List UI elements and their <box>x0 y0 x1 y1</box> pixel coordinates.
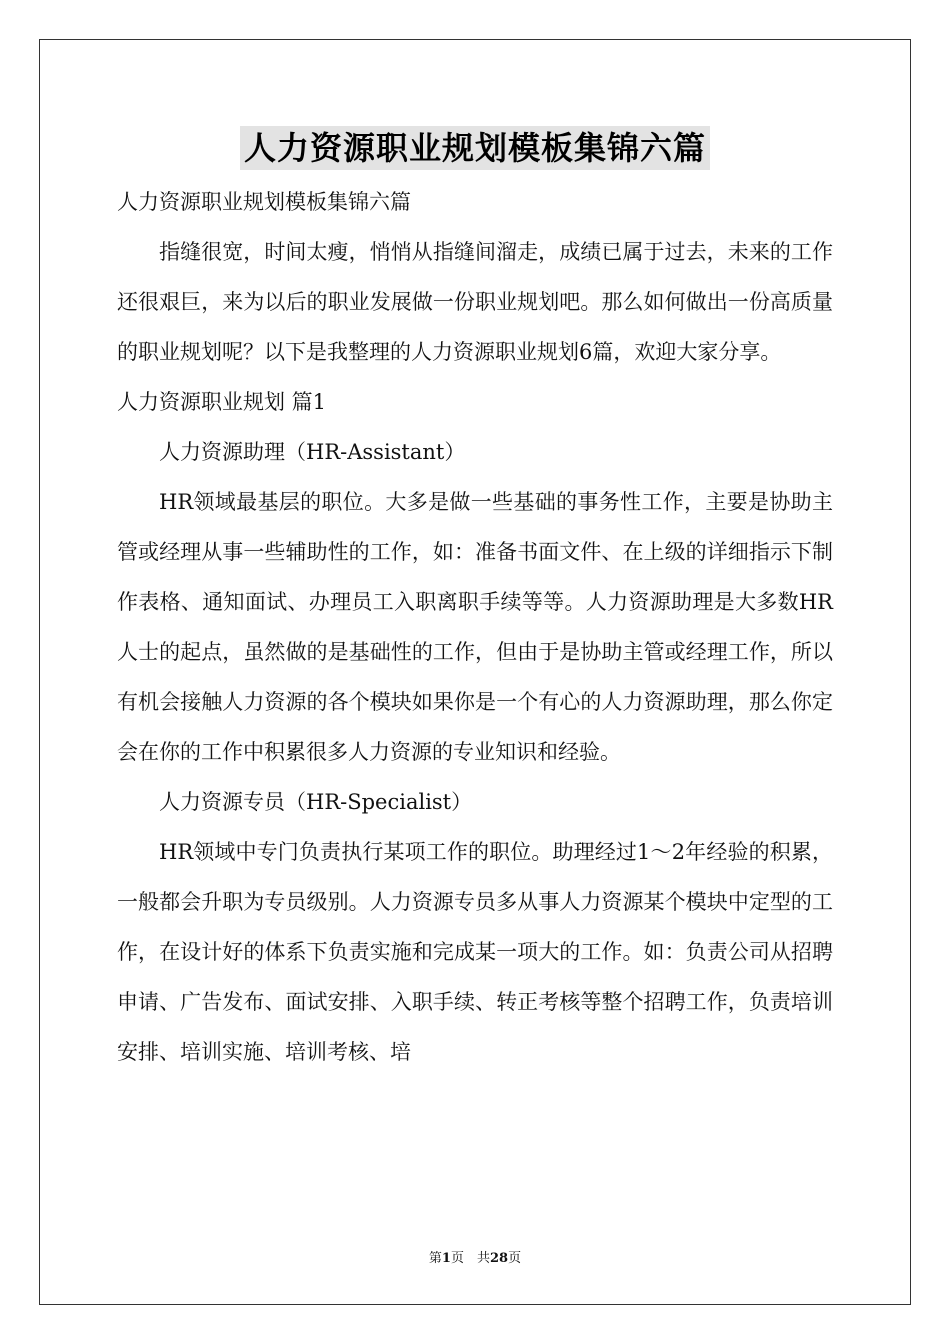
footer-mid: 页 共 <box>450 1251 490 1266</box>
paragraph-hr-assistant: HR领域最基层的职位。大多是做一些基础的事务性工作，主要是协助主管或经理从事一些辅助性的工作，如：准备书面文件、在上级的详细指示下制作表格、通知面试、办理员工入职离职手续等等。人力资源助理是大多数HR人士的起点，虽然做的是基础性的工作，但由于是协助主管或经理工作，所以有机会接触人力资源的各个模块如果你是一个有心的人力资源助理，那么你定会在你的工作中积累很多人力资源的专业知识和经验。 <box>117 490 833 764</box>
section-heading-1: 人力资源职业规划 篇1 <box>117 390 327 414</box>
document-body <box>117 177 833 1077</box>
paragraph-subtitle: 人力资源职业规划模板集锦六篇 <box>117 190 411 214</box>
paragraph-hr-specialist: HR领域中专门负责执行某项工作的职位。助理经过1～2年经验的积累，一般都会升职为专员级别。人力资源专员多从事人力资源某个模块中定型的工作，在设计好的体系下负责实施和完成某一项大的工作。如：负责公司从招聘申请、广告发布、面试安排、入职手续、转正考核等整个招聘工作，负责培训安排、培训实施、培训考核、培 <box>117 840 833 1064</box>
subheading-hr-specialist: 人力资源专员（HR-Specialist） <box>159 790 473 814</box>
document-title-wrap <box>0 126 950 170</box>
document-title: 人力资源职业规划模板集锦六篇 <box>240 126 710 170</box>
footer-suffix: 页 <box>508 1251 522 1266</box>
footer-prefix: 第 <box>428 1251 442 1266</box>
page-footer <box>0 1247 950 1266</box>
paragraph-intro: 指缝很宽，时间太瘦，悄悄从指缝间溜走，成绩已属于过去，未来的工作还很艰巨，来为以后的职业发展做一份职业规划吧。那么如何做出一份高质量的职业规划呢？以下是我整理的人力资源职业规划6篇，欢迎大家分享。 <box>117 240 833 364</box>
footer-page-number: 1 <box>441 1251 451 1266</box>
subheading-hr-assistant: 人力资源助理（HR-Assistant） <box>159 440 466 464</box>
footer-total-pages: 28 <box>489 1251 509 1266</box>
